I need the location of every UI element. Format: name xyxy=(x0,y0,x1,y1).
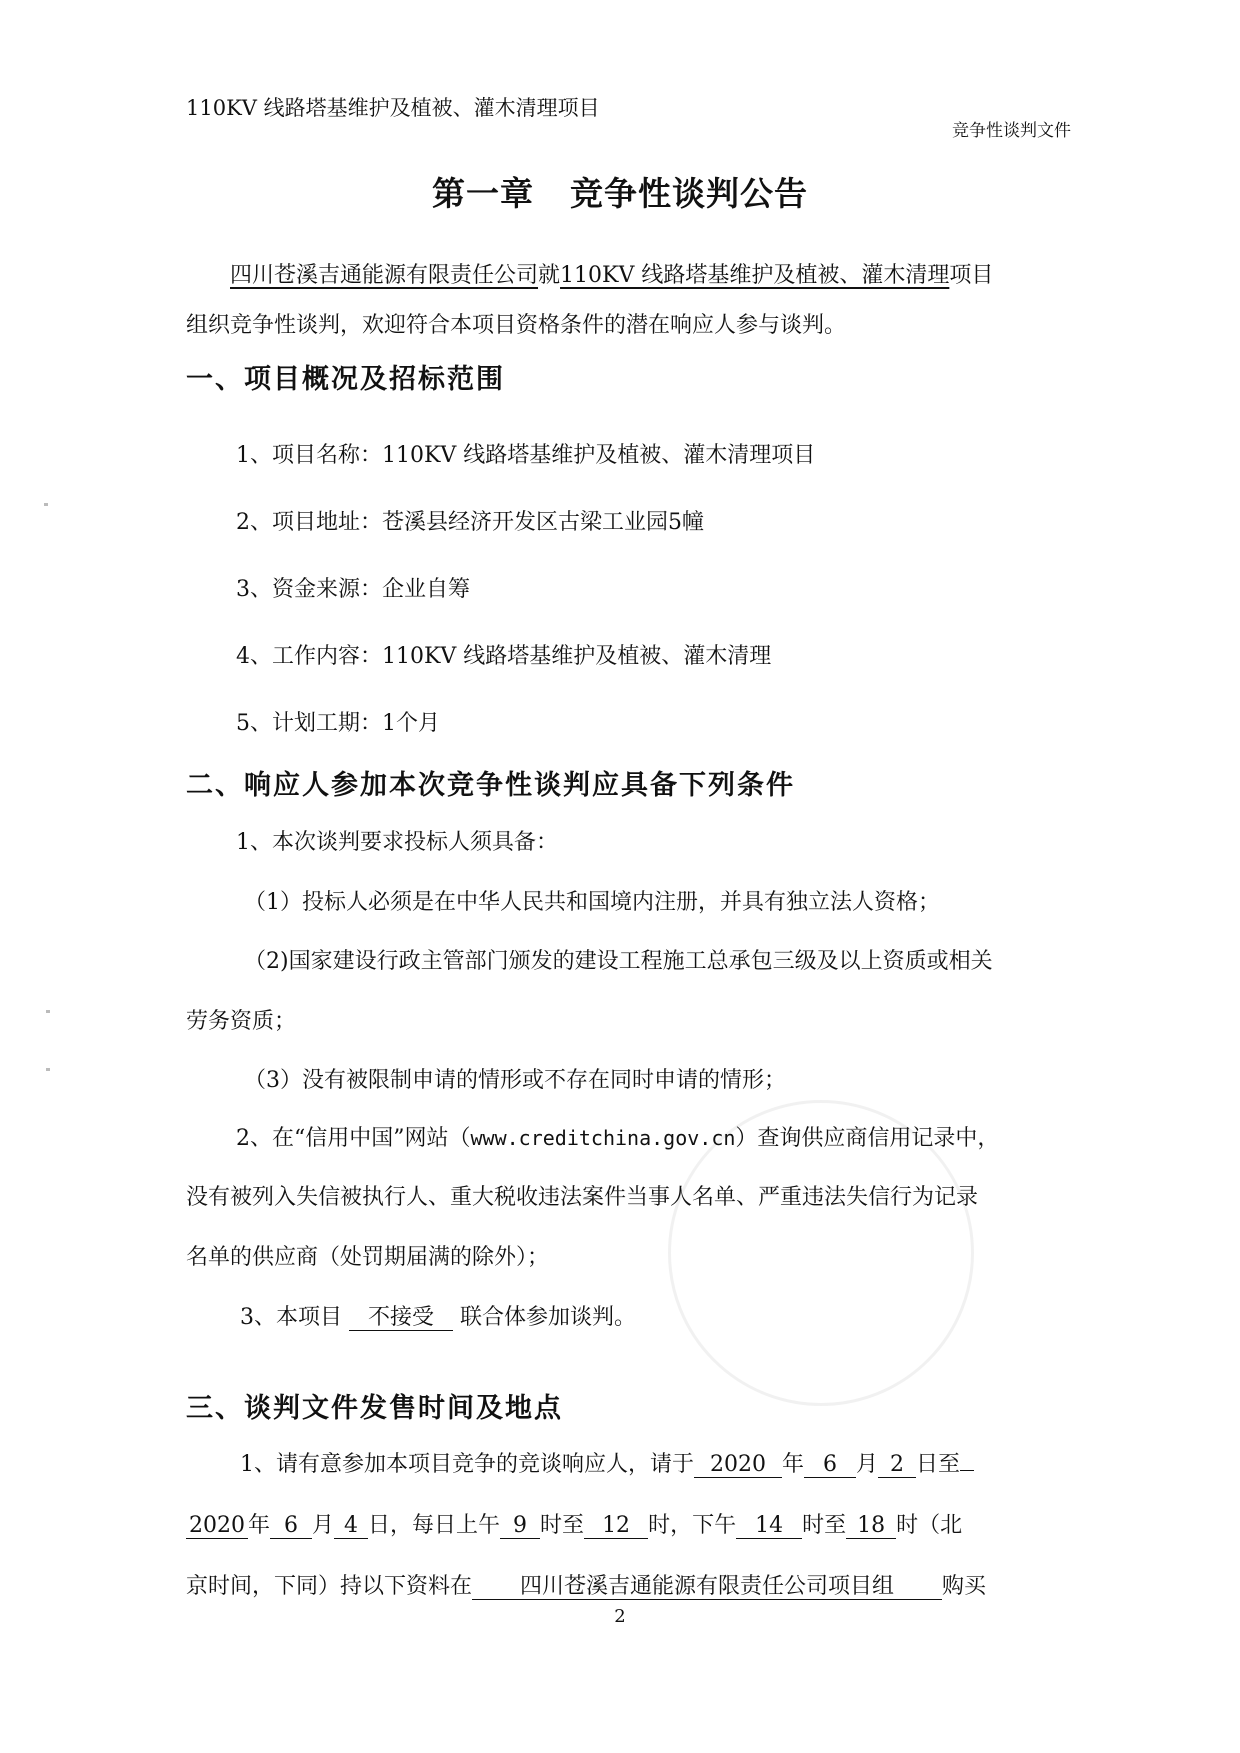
section1-item-address: 2、项目地址：苍溪县经济开发区古梁工业园5幢 xyxy=(236,510,704,535)
end-year: 2020 xyxy=(186,1513,248,1539)
intro-line-1: 四川苍溪吉通能源有限责任公司就110KV 线路塔基维护及植被、灌木清理项目 xyxy=(230,263,994,288)
section2-heading: 二、响应人参加本次竞争性谈判应具备下列条件 xyxy=(186,770,795,801)
start-day: 2 xyxy=(878,1452,916,1478)
requirement-2-line-1: （2)国家建设行政主管部门颁发的建设工程施工总承包三级及以上资质或相关 xyxy=(244,949,993,974)
section1-item-scope: 4、工作内容：110KV 线路塔基维护及植被、灌木清理 xyxy=(236,644,772,669)
page-number: 2 xyxy=(614,1606,626,1627)
intro-company: 四川苍溪吉通能源有限责任公司 xyxy=(230,263,539,288)
credit-check-line-2: 没有被列入失信被执行人、重大税收违法案件当事人名单、严重违法失信行为记录 xyxy=(186,1185,979,1210)
requirement-intro: 1、本次谈判要求投标人须具备： xyxy=(236,830,558,855)
chapter-number: 第一章 xyxy=(432,174,534,213)
section3-heading: 三、谈判文件发售时间及地点 xyxy=(186,1393,563,1424)
pm-start-hour: 14 xyxy=(736,1513,802,1539)
credit-url: www.creditchina.gov.cn xyxy=(470,1126,736,1150)
header-doc-type: 竞争性谈判文件 xyxy=(952,121,1071,141)
joint-venture-value: 不接受 xyxy=(349,1305,453,1331)
section1-item-period: 5、计划工期：1个月 xyxy=(236,711,440,736)
start-year: 2020 xyxy=(694,1452,782,1478)
chapter-title xyxy=(0,168,1240,215)
intro-line-2: 组织竞争性谈判，欢迎符合本项目资格条件的潜在响应人参与谈判。 xyxy=(186,313,847,338)
section1-heading: 一、项目概况及招标范围 xyxy=(186,364,505,395)
requirement-2-line-2: 劳务资质； xyxy=(186,1009,297,1034)
start-month: 6 xyxy=(804,1452,856,1478)
sale-line-2: 2020 年 6 月 4 日，每日上午 9 时至 12 时，下午 14 时至 18 时（北 xyxy=(186,1508,962,1539)
scan-speck xyxy=(44,503,48,506)
sale-line-1: 1、请有意参加本项目竞争的竞谈响应人，请于 2020 年 6 月 2 日至 xyxy=(240,1447,974,1478)
end-day: 4 xyxy=(334,1513,368,1539)
requirement-1: （1）投标人必须是在中华人民共和国境内注册，并具有独立法人资格； xyxy=(244,890,940,915)
intro-project: 110KV 线路塔基维护及植被、灌木清理 xyxy=(560,263,950,288)
section1-item-name: 1、项目名称：110KV 线路塔基维护及植被、灌木清理项目 xyxy=(236,443,816,468)
credit-check-line-1: 2、在“信用中国”网站（www.creditchina.gov.cn）查询供应商信用记录中， xyxy=(236,1126,1000,1151)
sale-place: 四川苍溪吉通能源有限责任公司项目组 xyxy=(472,1574,942,1600)
scan-speck xyxy=(46,1010,50,1013)
am-end-hour: 12 xyxy=(584,1513,648,1539)
pm-end-hour: 18 xyxy=(846,1513,896,1539)
am-start-hour: 9 xyxy=(500,1513,540,1539)
header-project-title: 110KV 线路塔基维护及植被、灌木清理项目 xyxy=(186,96,600,120)
sale-line-3: 京时间，下同）持以下资料在 四川苍溪吉通能源有限责任公司项目组 购买 xyxy=(186,1574,987,1599)
scan-speck xyxy=(46,1068,50,1071)
credit-check-line-3: 名单的供应商（处罚期届满的除外）； xyxy=(186,1245,550,1270)
joint-venture-line: 3、本项目 不接受 联合体参加谈判。 xyxy=(240,1305,637,1330)
end-month: 6 xyxy=(270,1513,312,1539)
chapter-name: 竞争性谈判公告 xyxy=(570,174,808,213)
section1-item-funding: 3、资金来源：企业自筹 xyxy=(236,577,470,602)
requirement-3: （3）没有被限制申请的情形或不存在同时申请的情形； xyxy=(244,1068,786,1093)
